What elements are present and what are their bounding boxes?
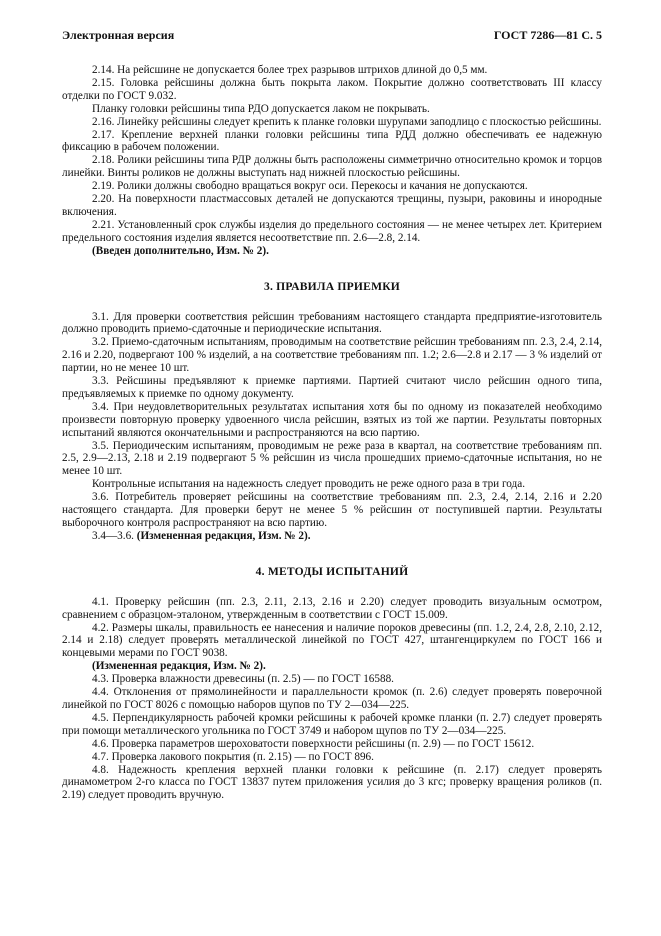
paragraph-2-14: 2.14. На рейсшине не допускается более трех разрывов штрихов длиной до 0,5 мм.	[92, 64, 488, 76]
paragraph-4-8: 4.8. Надежность крепления верхней планки головки к рейсшине (п. 2.17) следует проверять динамометром 2-го класса по ГОСТ 13837 путем приложения усилия до 3 кгс; проверку вращения роликов (п. 2.19) следует проводить вручную.	[62, 763, 602, 802]
section-3-title: 3. ПРАВИЛА ПРИЕМКИ	[263, 279, 401, 293]
paragraph-3-5-control: Контрольные испытания на надежность следует проводить не реже одного раза в три года.	[92, 478, 525, 491]
amendment-note-3-prefix: 3.4—3.6.	[92, 529, 134, 542]
section-4-title: 4. МЕТОДЫ ИСПЫТАНИЙ	[255, 564, 409, 578]
paragraph-4-3: 4.3. Проверка влажности древесины (п. 2.5) — по ГОСТ 16588.	[92, 673, 394, 686]
paragraph-2-20: 2.20. На поверхности пластмассовых деталей не допускаются трещины, пузыри, раковины и инородные включения.	[62, 193, 602, 218]
document-page	[62, 24, 602, 802]
paragraph-2-15: 2.15. Головка рейсшины должна быть покрыта лаком. Покрытие должно соответствовать III классу отделки по ГОСТ 9.032.	[62, 76, 602, 102]
header-edition-label: Электронная версия	[62, 28, 175, 42]
paragraph-3-1: 3.1. Для проверки соответствия рейсшин требованиям настоящего стандарта предприятие-изготовитель должно проводить приемо-сдаточные и периодические испытания.	[62, 310, 602, 336]
page-header	[62, 24, 602, 44]
paragraph-3-2: 3.2. Приемо-сдаточным испытаниям, проводимым на соответствие рейсшин требованиям пп. 2.3, 2.4, 2.14, 2.16 и 2.20, подвергают 100 % изделий, а на соответствие требованиям пп. 1.2; 2.6—2.8 и 2.17 — 3 % изделий от партии, но не менее 10 шт.	[62, 336, 602, 375]
document-body	[62, 64, 602, 802]
amendment-note-4: (Измененная редакция, Изм. № 2).	[92, 660, 266, 673]
paragraph-4-2: 4.2. Размеры шкалы, правильность ее нанесения и наличие пороков древесины (пп. 1.2, 2.4, 2.8, 2.10, 2.12, 2.14 и 2.18) следует проверять металлической линейкой по ГОСТ 427, штангенциркулем по ГОСТ 166 и концевыми мерами по ГОСТ 9038.	[62, 621, 602, 660]
paragraph-2-15-note: Планку головки рейсшины типа РДО допускается лаком не покрывать.	[92, 102, 430, 115]
paragraph-3-5: 3.5. Периодическим испытаниям, проводимым не реже раза в квартал, на соответствие требованиям пп. 2.5, 2.9—2.13, 2.18 и 2.19 подвергают 5 % рейсшин из числа прошедших приемо-сдаточные испытания, но не менее 10 шт.	[62, 439, 602, 478]
header-standard-page: ГОСТ 7286—81 С. 5	[493, 28, 602, 42]
paragraph-2-16: 2.16. Линейку рейсшины следует крепить к планке головки шурупами заподлицо с плоскостью рейсшины.	[92, 115, 602, 128]
paragraph-2-17: 2.17. Крепление верхней планки головки рейсшины типа РДД должно обеспечивать ее надежную фиксацию в рабочем положении.	[62, 128, 602, 154]
paragraph-2-21: 2.21. Установленный срок службы изделия до предельного состояния — не менее четырех лет. Критерием предельного состояния изделия является несоответствие пп. 2.6—2.8, 2.14.	[62, 218, 602, 244]
paragraph-2-19: 2.19. Ролики должны свободно вращаться вокруг оси. Перекосы и качания не допускаются.	[92, 180, 528, 193]
paragraph-4-5: 4.5. Перпендикулярность рабочей кромки рейсшины к рабочей кромке планки (п. 2.7) следует проверять при помощи металлического угольника по ГОСТ 3749 и набором щупов по ТУ 2—034—225.	[62, 711, 602, 737]
paragraph-4-6: 4.6. Проверка параметров шероховатости поверхности рейсшины (п. 2.9) — по ГОСТ 15612.	[92, 737, 535, 750]
paragraph-4-1: 4.1. Проверку рейсшин (пп. 2.3, 2.11, 2.13, 2.16 и 2.20) следует проводить визуальным осмотром, сравнением с образцом-эталоном, утвержденным в соответствии с ГОСТ 15.009.	[62, 595, 602, 621]
paragraph-3-4: 3.4. При неудовлетворительных результатах испытания хотя бы по одному из показателей необходимо произвести повторную проверку удвоенного числа рейсшин, взятых из той же партии. Результаты повторных испытаний являются окончательными и распространяются на всю партию.	[62, 400, 602, 439]
paragraph-3-6: 3.6. Потребитель проверяет рейсшины на соответствие требованиям пп. 2.3, 2.4, 2.14, 2.16 и 2.20 настоящего стандарта. Для проверки берут не менее 5 % рейсшин от поступившей партии. Результаты выборочного контроля распространяют на всю партию.	[62, 491, 602, 529]
amendment-note-3-text: (Измененная редакция, Изм. № 2).	[136, 529, 311, 542]
amendment-note-3	[62, 530, 602, 543]
amendment-note: (Введен дополнительно, Изм. № 2).	[92, 244, 269, 257]
paragraph-3-3: 3.3. Рейсшины предъявляют к приемке партиями. Партией считают число рейсшин одного типа, предъявляемых к приемке по одному документу.	[62, 375, 602, 400]
paragraph-4-7: 4.7. Проверка лакового покрытия (п. 2.15) — по ГОСТ 896.	[92, 750, 374, 763]
paragraph-4-4: 4.4. Отклонения от прямолинейности и параллельности кромок (п. 2.6) следует проверять поверочной линейкой по ГОСТ 8026 с помощью наборов щупов по ТУ 2—034—225.	[62, 686, 602, 711]
paragraph-2-18: 2.18. Ролики рейсшины типа РДР должны быть расположены симметрично относительно кромок и торцов линейки. Винты роликов не должны выступать над нижней плоскостью рейсшины.	[62, 154, 602, 180]
